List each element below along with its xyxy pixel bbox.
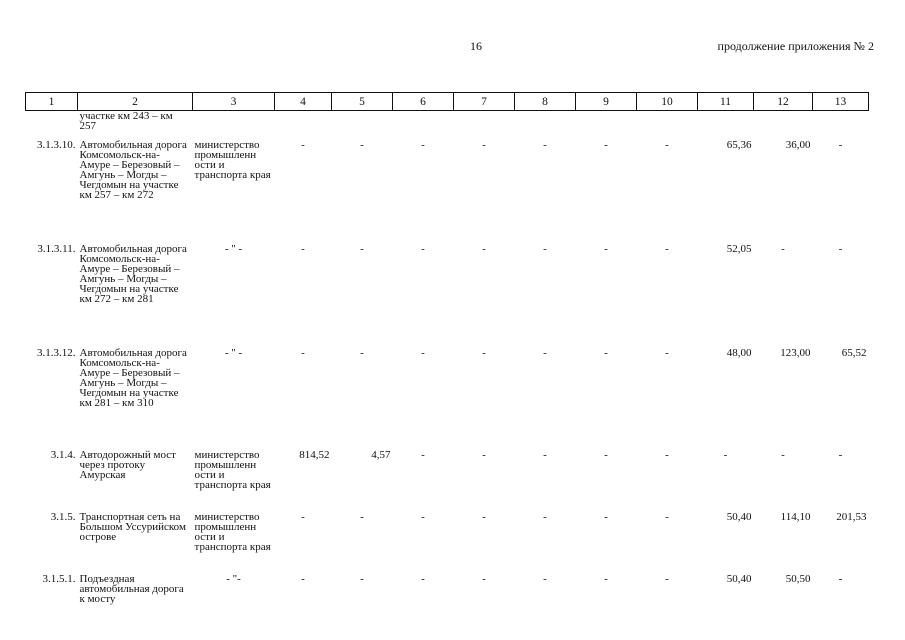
cell-value: - [360, 243, 364, 255]
table-row [26, 450, 869, 512]
cell-value: 123,00 [780, 347, 811, 359]
column-header: 3 [193, 93, 275, 111]
cell-value: - [543, 573, 547, 585]
cell-value: - [665, 449, 669, 461]
cell-value: - [301, 139, 305, 151]
cell-value: 52,05 [726, 243, 752, 255]
row-agency: - " - [224, 243, 243, 255]
cell-value: - [482, 139, 486, 151]
row-name: участке км 243 – км 257 [79, 110, 173, 132]
cell-value: - [421, 347, 425, 359]
row-name: Автодорожный мост через протоку Амурская [79, 449, 176, 481]
cell-value: - [604, 139, 608, 151]
row-name: Автомобильная дорога Комсомольск-на-Амуре – Березовый – Амгунь – Могды – Чегдомын на участке км 257 – км 272 [79, 139, 187, 201]
cell-value: - [838, 243, 843, 255]
table-body [26, 111, 869, 615]
cell-value: 814,52 [299, 449, 330, 461]
cell-value: 48,00 [726, 347, 752, 359]
cell-value: - [781, 449, 785, 461]
cell-value: - [360, 347, 364, 359]
cell-value: - [838, 139, 843, 151]
cell-value: - [421, 573, 425, 585]
cell-value: - [838, 449, 843, 461]
cell-value: - [301, 243, 305, 255]
cell-value: 65,36 [726, 139, 752, 151]
cell-value: - [482, 573, 486, 585]
row-agency: - " - [224, 347, 243, 359]
row-agency: министерство промышленн ости и транспорта края [194, 139, 271, 181]
row-agency: министерство промышленн ости и транспорта края [194, 511, 271, 553]
cell-value: - [665, 243, 669, 255]
row-agency: министерство промышленн ости и транспорта края [194, 449, 271, 491]
cell-value: 201,53 [836, 511, 867, 523]
row-agency: - "- [226, 573, 241, 585]
table-row [26, 512, 869, 574]
cell-value: - [604, 347, 608, 359]
table-row [26, 348, 869, 450]
row-number: 3.1.5.1. [42, 573, 76, 585]
row-number: 3.1.3.10. [37, 139, 76, 151]
cell-value: - [360, 511, 364, 523]
column-header: 10 [637, 93, 698, 111]
column-header: 9 [576, 93, 637, 111]
cell-value: 114,10 [780, 511, 811, 523]
cell-value: 50,40 [726, 573, 752, 585]
cell-value: 50,40 [726, 511, 752, 523]
column-header: 7 [454, 93, 515, 111]
cell-value: - [482, 511, 486, 523]
cell-value: - [360, 139, 364, 151]
table-header [26, 93, 869, 111]
cell-value: - [482, 347, 486, 359]
column-header: 1 [26, 93, 78, 111]
row-number: 3.1.3.11. [37, 243, 76, 255]
row-name: Подъездная автомобильная дорога к мосту [79, 573, 184, 605]
page-number: 16 [470, 39, 482, 53]
cell-value: - [482, 449, 486, 461]
cell-value: - [421, 449, 425, 461]
cell-value: - [543, 347, 547, 359]
cell-value: - [543, 139, 547, 151]
row-name: Транспортная сеть на Большом Уссурийском острове [79, 511, 186, 543]
table-row [26, 140, 869, 244]
column-header: 13 [813, 93, 869, 111]
cell-value: - [604, 573, 608, 585]
cell-value: - [604, 243, 608, 255]
column-header: 5 [332, 93, 393, 111]
row-number: 3.1.4. [50, 449, 76, 461]
cell-value: - [421, 511, 425, 523]
table-row [26, 244, 869, 348]
cell-value: 50,50 [785, 573, 811, 585]
table-row [26, 574, 869, 614]
cell-value: - [421, 139, 425, 151]
cell-value: - [360, 573, 364, 585]
row-number: 3.1.5. [50, 511, 76, 523]
column-header: 6 [393, 93, 454, 111]
cell-value: - [723, 449, 728, 461]
cell-value: - [543, 511, 547, 523]
row-name: Автомобильная дорога Комсомольск-на-Амуре – Березовый – Амгунь – Могды – Чегдомын на участке км 272 – км 281 [79, 243, 187, 305]
cell-value: 36,00 [785, 139, 811, 151]
cell-value: - [604, 511, 608, 523]
cell-value: 65,52 [841, 347, 867, 359]
cell-value: - [665, 511, 669, 523]
cell-value: - [665, 573, 669, 585]
column-header: 12 [754, 93, 813, 111]
table-row-continuation [26, 111, 869, 141]
column-header: 11 [698, 93, 754, 111]
appendix-table [25, 92, 869, 614]
cell-value: - [781, 243, 785, 255]
cell-value: - [301, 573, 305, 585]
cell-value: - [665, 139, 669, 151]
cell-value: - [604, 449, 608, 461]
cell-value: - [301, 511, 305, 523]
cell-value: - [665, 347, 669, 359]
cell-value: 4,57 [371, 449, 391, 461]
column-header: 2 [78, 93, 193, 111]
appendix-note: продолжение приложения № 2 [717, 39, 874, 53]
cell-value: - [301, 347, 305, 359]
cell-value: - [421, 243, 425, 255]
cell-value: - [543, 243, 547, 255]
cell-value: - [838, 573, 843, 585]
row-number: 3.1.3.12. [37, 347, 76, 359]
column-header: 8 [515, 93, 576, 111]
cell-value: - [482, 243, 486, 255]
cell-value: - [543, 449, 547, 461]
column-header: 4 [275, 93, 332, 111]
row-name: Автомобильная дорога Комсомольск-на-Амуре – Березовый – Амгунь – Могды – Чегдомын на участке км 281 – км 310 [79, 347, 187, 409]
